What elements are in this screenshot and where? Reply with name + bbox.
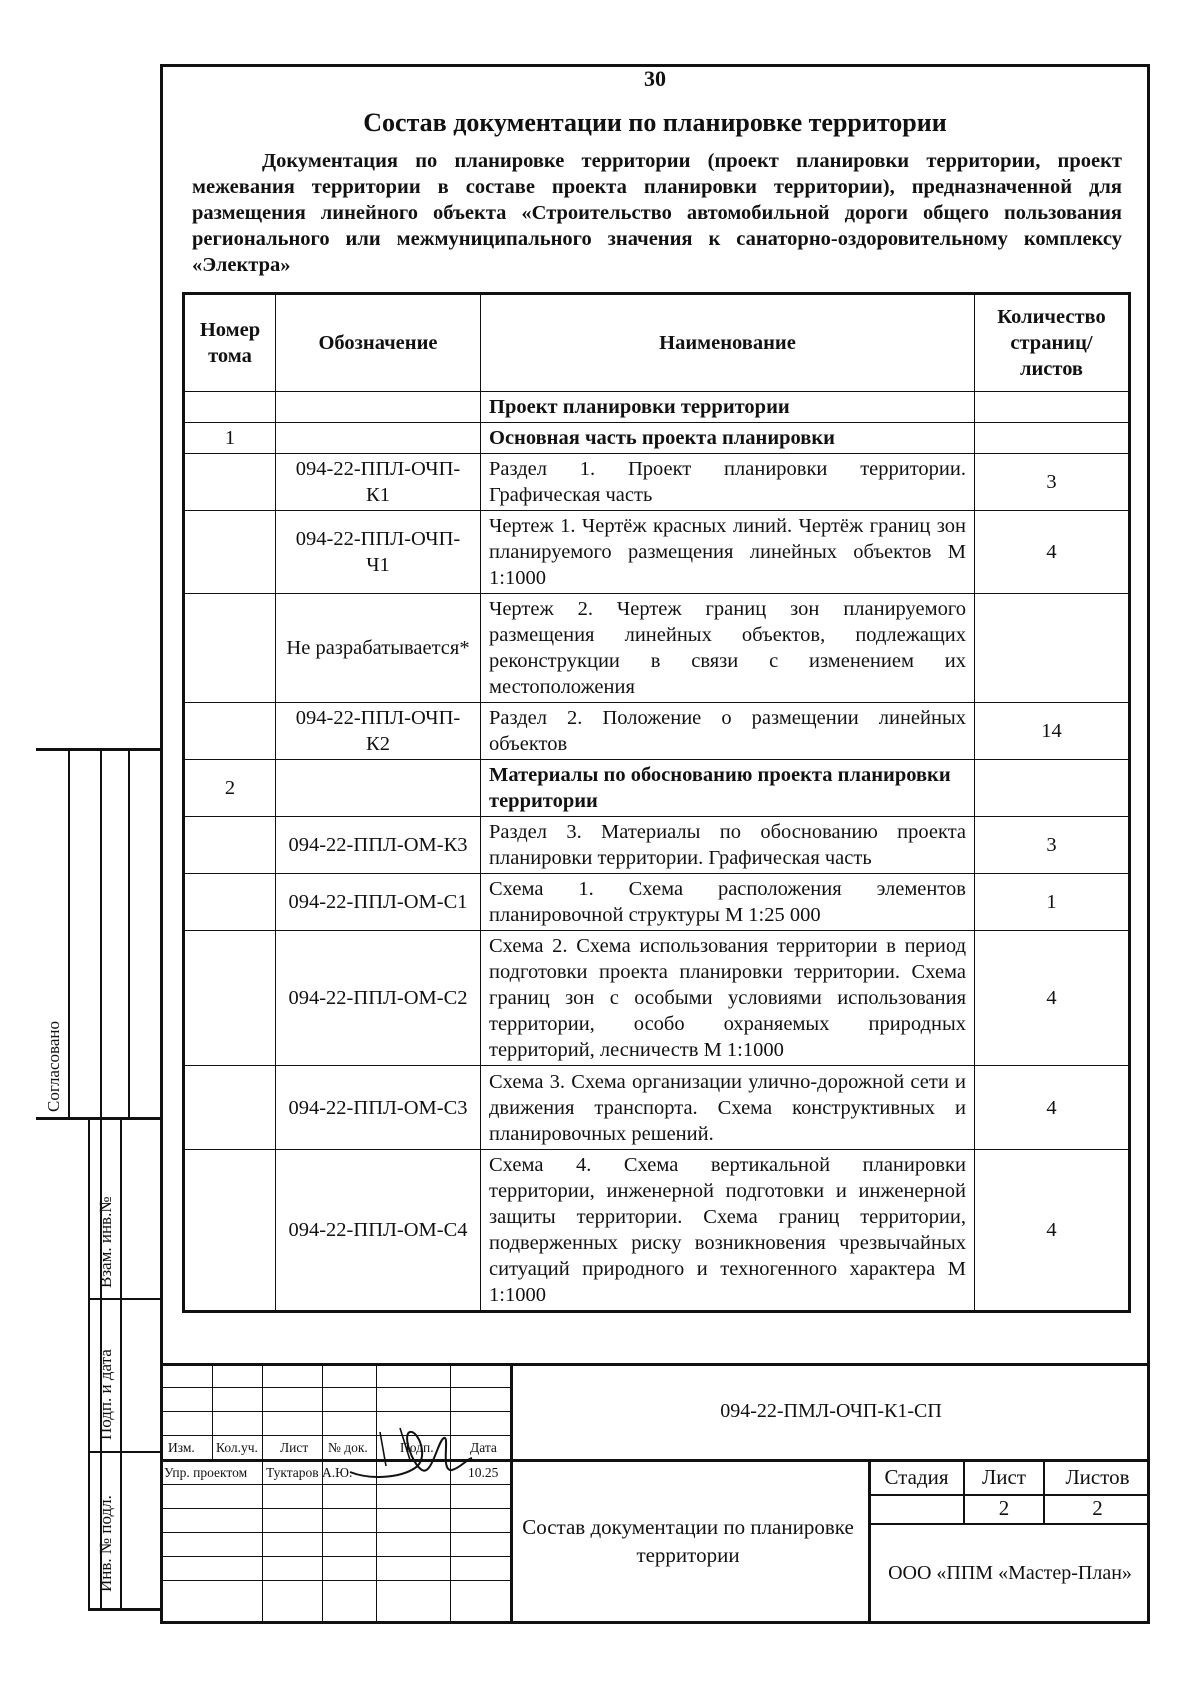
- page-title: Состав документации по планировке территории: [363, 108, 947, 137]
- cell-name: Раздел 2. Положение о размещении линейных объектов: [481, 703, 975, 760]
- header-pages: Количество страниц/ листов: [975, 294, 1130, 392]
- cell-volume: [184, 454, 276, 511]
- header-designation: Обозначение: [276, 294, 481, 392]
- side-sign-date-label: Подп. и дата: [96, 1349, 115, 1440]
- col-header-kol-uch: Кол.уч.: [216, 1440, 258, 1455]
- cell-designation: 094-22-ППЛ-ОМ-С4: [276, 1150, 481, 1312]
- cell-volume: [184, 511, 276, 594]
- person-name: Туктаров А.Ю.: [266, 1465, 353, 1480]
- cell-name: Проект планировки территории: [481, 392, 975, 423]
- cell-name: Схема 1. Схема расположения элементов планировочной структуры М 1:25 000: [481, 874, 975, 931]
- cell-name: Схема 4. Схема вертикальной планировки территории, инженерной подготовки и инженерной защиты территории. Схема границ территории, подверженных риску возникновения чрезвычайных ситуаций природного и техногенного характера М 1:1000: [481, 1150, 975, 1312]
- sign-date: 10.25: [468, 1465, 499, 1480]
- col-header-list: Лист: [280, 1440, 309, 1455]
- cell-name: Схема 3. Схема организации улично-дорожной сети и движения транспорта. Схема конструктивных и планировочных решений.: [481, 1066, 975, 1150]
- cell-pages: [975, 423, 1130, 454]
- table-row: [184, 760, 1130, 817]
- table-row: [184, 511, 1130, 594]
- table-row: [184, 423, 1130, 454]
- company-name: ООО «ППМ «Мастер-План»: [888, 1562, 1132, 1584]
- cell-volume: [184, 1066, 276, 1150]
- cell-designation: [276, 760, 481, 817]
- side-inv-no-label: Инв. № подл.: [96, 1495, 115, 1592]
- header-name: Наименование: [481, 294, 975, 392]
- side-replace-inv-label: Взам. инв.№: [96, 1196, 115, 1288]
- table-row: [184, 392, 1130, 423]
- cell-pages: 4: [975, 511, 1130, 594]
- sheets-value: 2: [1092, 1496, 1103, 1520]
- sheets-label: Листов: [1065, 1465, 1130, 1489]
- cell-volume: 2: [184, 760, 276, 817]
- cell-name: Чертеж 2. Чертеж границ зон планируемого размещения линейных объектов, подлежащих реконструкции в связи с изменением их местоположения: [481, 594, 975, 703]
- cell-volume: [184, 594, 276, 703]
- table-row: [184, 931, 1130, 1066]
- col-header-sign: Подп.: [400, 1440, 434, 1455]
- table-row: [184, 703, 1130, 760]
- table-row: [184, 817, 1130, 874]
- table-row: [184, 594, 1130, 703]
- signature-mark: [340, 1420, 480, 1490]
- col-header-date: Дата: [470, 1440, 497, 1455]
- table-row: [184, 454, 1130, 511]
- cell-volume: [184, 874, 276, 931]
- cell-designation: [276, 423, 481, 454]
- cell-volume: [184, 392, 276, 423]
- contents-table: [182, 292, 1131, 1313]
- page-number: 30: [644, 66, 666, 91]
- cell-designation: 094-22-ППЛ-ОЧП-К2: [276, 703, 481, 760]
- cell-pages: 4: [975, 1066, 1130, 1150]
- cell-pages: 1: [975, 874, 1130, 931]
- cell-pages: 4: [975, 931, 1130, 1066]
- cell-volume: [184, 1150, 276, 1312]
- cell-pages: [975, 760, 1130, 817]
- cell-name: Схема 2. Схема использования территории в период подготовки проекта планировки территории. Схема границ зон с особыми условиями использования территории, особо охраняемых природных территорий, лесничеств М 1:1000: [481, 931, 975, 1066]
- table-row: [184, 1150, 1130, 1312]
- cell-designation: 094-22-ППЛ-ОЧП-Ч1: [276, 511, 481, 594]
- cell-name: Раздел 1. Проект планировки территории. Графическая часть: [481, 454, 975, 511]
- cell-pages: 14: [975, 703, 1130, 760]
- cell-pages: [975, 594, 1130, 703]
- cell-designation: Не разрабатывается*: [276, 594, 481, 703]
- side-agreed-label: Согласовано: [44, 1021, 63, 1112]
- sheet-value: 2: [998, 1496, 1010, 1520]
- intro-paragraph: Документация по планировке территории (проект планировки территории, проект межевания территории в составе проекта планировки территории), предназначенной для размещения линейного объекта «Строительство автомобильной дороги общего пользования регионального или межмуниципального значения к санаторно-оздоровительному комплексу «Электра»: [192, 150, 1122, 276]
- cell-pages: 3: [975, 817, 1130, 874]
- role-label: Упр. проектом: [164, 1465, 248, 1480]
- cell-volume: [184, 931, 276, 1066]
- cell-designation: 094-22-ППЛ-ОМ-С2: [276, 931, 481, 1066]
- cell-designation: 094-22-ППЛ-ОЧП-К1: [276, 454, 481, 511]
- cell-pages: 4: [975, 1150, 1130, 1312]
- cell-designation: 094-22-ППЛ-ОМ-С1: [276, 874, 481, 931]
- header-volume: Номер тома: [184, 294, 276, 392]
- col-header-izm: Изм.: [168, 1440, 195, 1455]
- cell-designation: 094-22-ППЛ-ОМ-К3: [276, 817, 481, 874]
- cell-designation: [276, 392, 481, 423]
- cell-name: Материалы по обоснованию проекта планировки территории: [481, 760, 975, 817]
- cell-volume: [184, 703, 276, 760]
- document-title: Состав документации по планировке территории: [522, 1515, 854, 1567]
- cell-name: Раздел 3. Материалы по обоснованию проекта планировки территории. Графическая часть: [481, 817, 975, 874]
- document-code: 094-22-ПМЛ-ОЧП-К1-СП: [720, 1400, 942, 1422]
- table-row: [184, 1066, 1130, 1150]
- cell-name: Основная часть проекта планировки: [481, 423, 975, 454]
- cell-pages: 3: [975, 454, 1130, 511]
- cell-pages: [975, 392, 1130, 423]
- stage-label: Стадия: [884, 1465, 949, 1489]
- cell-designation: 094-22-ППЛ-ОМ-С3: [276, 1066, 481, 1150]
- cell-volume: [184, 817, 276, 874]
- table-header-row: [184, 294, 1130, 392]
- cell-volume: 1: [184, 423, 276, 454]
- table-row: [184, 874, 1130, 931]
- sheet-label: Лист: [982, 1465, 1026, 1489]
- cell-name: Чертеж 1. Чертёж красных линий. Чертёж границ зон планируемого размещения линейных объектов М 1:1000: [481, 511, 975, 594]
- col-header-doc-no: № док.: [328, 1440, 368, 1455]
